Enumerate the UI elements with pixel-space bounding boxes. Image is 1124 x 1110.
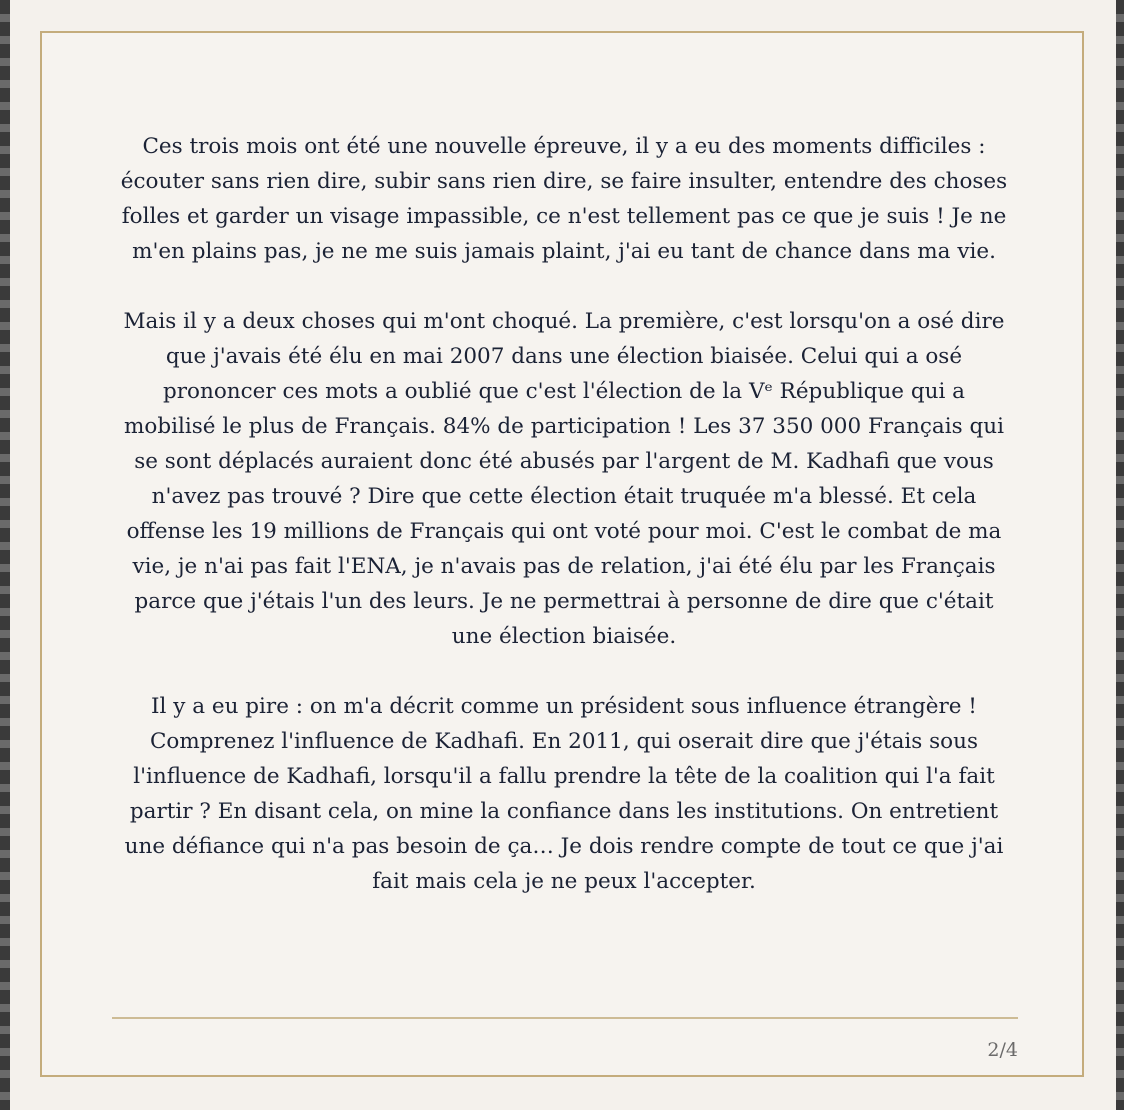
paragraph-1: Ces trois mois ont été une nouvelle épreuve, il y a eu des moments difficiles : écouter sans rien dire, subir sans rien dire, se faire insulter, entendre des choses folles et garder un visage impassible, ce n'est tellement pas ce que je suis ! Je ne m'en plains pas, je ne me suis jamais plaint, j'ai eu tant de chance dans ma vie. bbox=[120, 134, 1008, 264]
page-indicator: 2/4 bbox=[987, 1039, 1018, 1061]
document-body bbox=[114, 129, 1014, 899]
left-edge-strip bbox=[0, 0, 10, 1110]
document-card bbox=[40, 31, 1084, 1077]
footer-divider bbox=[112, 1017, 1018, 1019]
paragraph-3: Il y a eu pire : on m'a décrit comme un président sous influence étrangère ! Comprenez l'influence de Kadhafi. En 2011, qui oserait dire que j'étais sous l'influence de Kadhafi, lorsqu'il a fallu prendre la tête de la coalition qui l'a fait partir ? En disant cela, on mine la confiance dans les institutions. On entretient une défiance qui n'a pas besoin de ça… Je dois rendre compte de tout ce que j'ai fait mais cela je ne peux l'accepter. bbox=[124, 694, 1004, 894]
paragraph-2: Mais il y a deux choses qui m'ont choqué. La première, c'est lorsqu'on a osé dire que j'avais été élu en mai 2007 dans une élection biaisée. Celui qui a osé prononcer ces mots a oublié que c'est l'élection de la Vᵉ République qui a mobilisé le plus de Français. 84% de participation ! Les 37 350 000 Français qui se sont déplacés auraient donc été abusés par l'argent de M. Kadhafi que vous n'avez pas trouvé ? Dire que cette élection était truquée m'a blessé. Et cela offense les 19 millions de Français qui ont voté pour moi. C'est le combat de ma vie, je n'ai pas fait l'ENA, je n'avais pas de relation, j'ai été élu par les Français parce que j'étais l'un des leurs. Je ne permettrai à personne de dire que c'était une élection biaisée. bbox=[123, 309, 1005, 649]
right-edge-strip bbox=[1116, 0, 1124, 1110]
